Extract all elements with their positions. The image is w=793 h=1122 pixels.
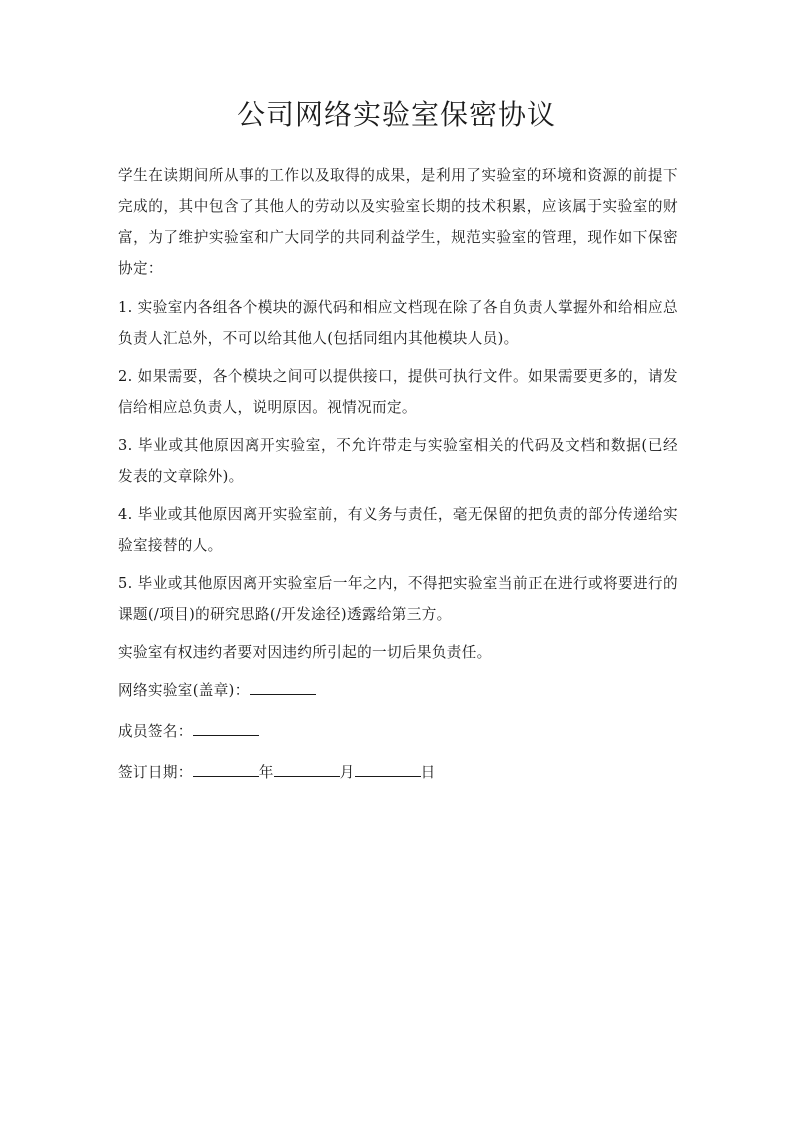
clause-3: 3. 毕业或其他原因离开实验室，不允许带走与实验室相关的代码及文档和数据(已经发表的文章除外)。 [118, 437, 678, 485]
clause-5: 5. 毕业或其他原因离开实验室后一年之内，不得把实验室当前正在进行或将要进行的课题(/项目)的研究思路(/开发途径)透露给第三方。 [118, 575, 678, 623]
day-blank [355, 762, 421, 777]
lab-seal-label: 网络实验室(盖章)： [118, 682, 250, 699]
month-blank [274, 762, 340, 777]
clause-1: 1. 实验室内各组各个模块的源代码和相应文档现在除了各自负责人掌握外和给相应总负责人汇总外，不可以给其他人(包括同组内其他模块人员)。 [118, 299, 678, 347]
lab-seal-line [118, 675, 678, 706]
clause-4: 4. 毕业或其他原因离开实验室前，有义务与责任，毫无保留的把负责的部分传递给实验室接替的人。 [118, 506, 678, 554]
lab-seal-blank [250, 680, 316, 695]
day-label: 日 [420, 764, 436, 781]
document-body [118, 160, 678, 798]
member-signature-line [118, 716, 678, 747]
liability-paragraph: 实验室有权违约者要对因违约所引起的一切后果负责任。 [118, 644, 492, 661]
member-signature-label: 成员签名： [118, 723, 193, 740]
member-signature-blank [193, 721, 259, 736]
clause-2: 2. 如果需要，各个模块之间可以提供接口，提供可执行文件。如果需要更多的，请发信给相应总负责人，说明原因。视情况而定。 [118, 368, 678, 416]
document-title: 公司网络实验室保密协议 [236, 98, 556, 131]
intro-paragraph: 学生在读期间所从事的工作以及取得的成果，是利用了实验室的环境和资源的前提下完成的，其中包含了其他人的劳动以及实验室长期的技术积累，应该属于实验室的财富，为了维护实验室和广大同学的共同利益学生，规范实验室的管理，现作如下保密协定： [118, 167, 678, 277]
month-label: 月 [339, 764, 355, 781]
year-blank [193, 762, 259, 777]
signing-date-line [118, 757, 678, 788]
year-label: 年 [258, 764, 274, 781]
signing-date-label: 签订日期： [118, 764, 193, 781]
